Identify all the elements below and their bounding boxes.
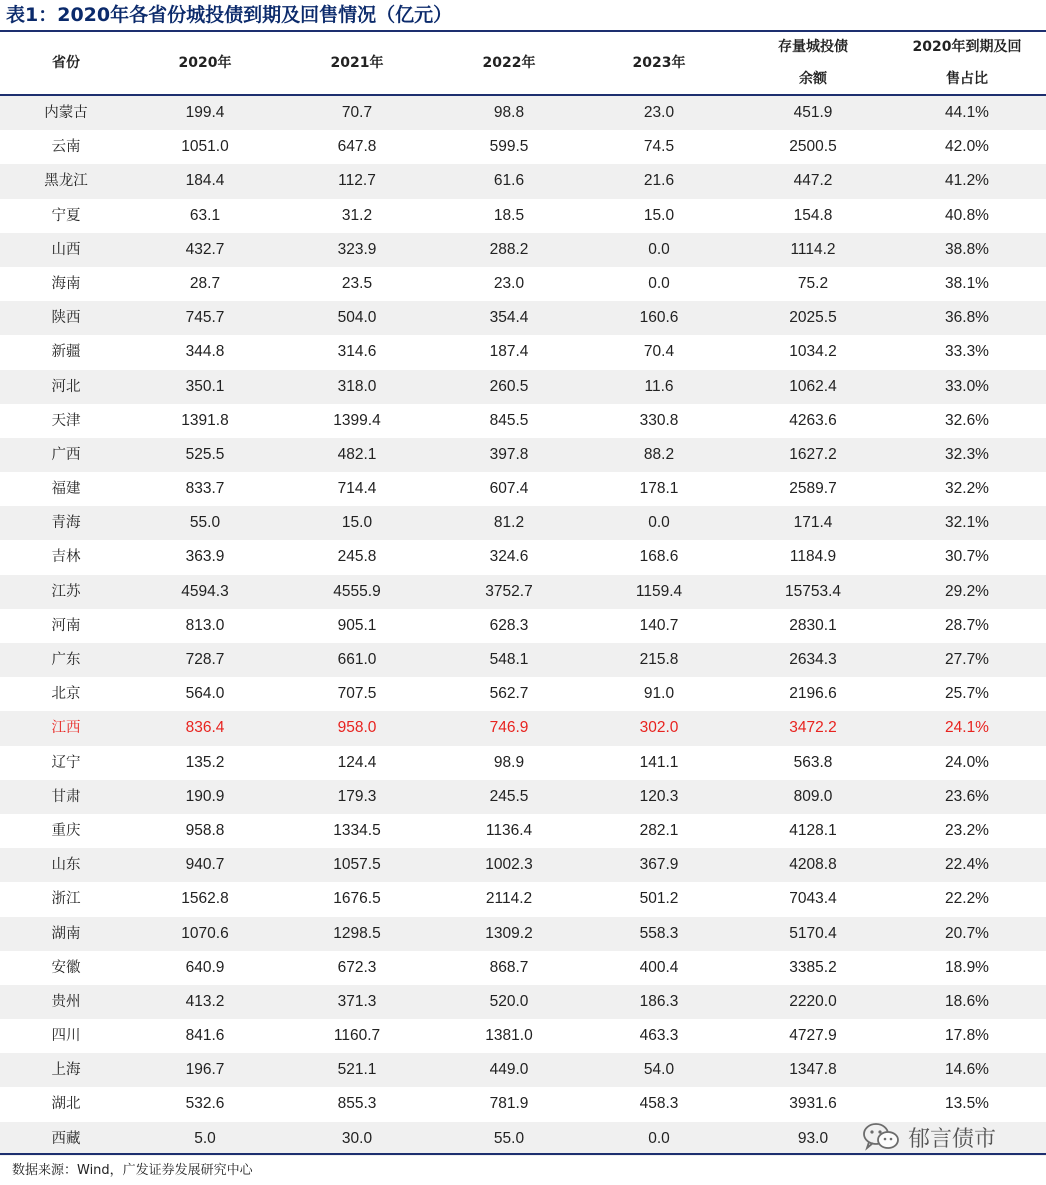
- cell-2021: 661.0: [337, 651, 377, 668]
- cell-2023: 88.2: [643, 445, 675, 463]
- source-note: 数据来源：Wind，广发证券发展研究中心: [12, 1163, 253, 1178]
- header-province: 省份: [52, 55, 80, 71]
- cell-2020: 1051.0: [181, 138, 229, 156]
- cell-2021: 1334.5: [333, 821, 381, 839]
- cell-balance: 7043.4: [789, 890, 837, 908]
- cell-2021: 714.4: [337, 480, 377, 498]
- cell-balance: 4208.8: [789, 856, 837, 874]
- cell-2023: 0.0: [648, 514, 670, 532]
- table-row: [0, 882, 1046, 916]
- cell-2023: 15.0: [643, 206, 675, 224]
- cell-2021: 371.3: [337, 992, 377, 1010]
- cell-share: 22.2%: [945, 890, 989, 908]
- cell-2020: 135.2: [185, 753, 225, 771]
- cell-2023: 400.4: [639, 958, 679, 976]
- cell-2022: 397.8: [489, 445, 529, 463]
- table-row: [0, 506, 1046, 540]
- cell-2020: 28.7: [189, 274, 221, 292]
- wechat-icon: [862, 1122, 900, 1152]
- cell-2022: 868.7: [489, 958, 529, 976]
- cell-province: 天津: [51, 412, 81, 429]
- cell-province: 内蒙古: [44, 105, 88, 121]
- cell-2020: 958.8: [185, 821, 225, 839]
- cell-province: 江苏: [51, 583, 81, 600]
- cell-2023: 74.5: [643, 138, 675, 156]
- cell-2021: 1399.4: [333, 411, 381, 429]
- cell-2022: 562.7: [489, 685, 529, 703]
- header-2023: 2023年: [632, 55, 686, 71]
- cell-2020: 350.1: [185, 377, 225, 395]
- table-row: [0, 814, 1046, 848]
- cell-share: 18.6%: [945, 992, 989, 1010]
- cell-2022: 2114.2: [485, 890, 533, 908]
- table-row: [0, 643, 1046, 677]
- cell-2022: 548.1: [489, 651, 529, 668]
- cell-province: 江西: [51, 720, 81, 737]
- cell-share: 24.0%: [945, 753, 989, 771]
- table-row: [0, 370, 1046, 404]
- cell-balance: 171.4: [793, 514, 833, 532]
- cell-province: 云南: [51, 139, 81, 156]
- bottom-rule: [0, 1153, 1046, 1155]
- table-row: [0, 917, 1046, 951]
- cell-2023: 282.1: [639, 821, 679, 839]
- cell-province: 河南: [51, 617, 81, 634]
- cell-province: 上海: [51, 1062, 81, 1079]
- cell-2022: 324.6: [489, 548, 529, 566]
- cell-2022: 18.5: [493, 206, 525, 224]
- cell-share: 36.8%: [945, 309, 989, 327]
- cell-balance: 1114.2: [790, 240, 836, 258]
- table-row: [0, 540, 1046, 574]
- cell-2021: 482.1: [337, 445, 377, 463]
- cell-2020: 1070.6: [181, 924, 229, 942]
- cell-balance: 5170.4: [789, 924, 837, 942]
- cell-share: 17.8%: [945, 1027, 989, 1045]
- cell-balance: 1034.2: [789, 343, 837, 361]
- cell-2023: 0.0: [648, 240, 670, 258]
- cell-share: 23.2%: [945, 821, 989, 839]
- cell-province: 浙江: [51, 891, 81, 908]
- table-row: [0, 199, 1046, 233]
- cell-share: 29.2%: [945, 582, 989, 600]
- cell-province: 西藏: [51, 1130, 81, 1147]
- cell-province: 吉林: [51, 549, 81, 566]
- cell-2020: 745.7: [185, 309, 225, 327]
- cell-balance: 1627.2: [789, 445, 837, 463]
- cell-balance: 2500.5: [789, 138, 837, 156]
- cell-2020: 1391.8: [181, 411, 229, 429]
- cell-share: 22.4%: [945, 856, 989, 874]
- cell-2023: 330.8: [639, 411, 679, 429]
- cell-2021: 30.0: [341, 1129, 373, 1147]
- table-row: [0, 677, 1046, 711]
- cell-2020: 940.7: [185, 856, 225, 874]
- cell-2022: 288.2: [489, 240, 529, 258]
- cell-2023: 120.3: [639, 787, 679, 805]
- cell-balance: 3385.2: [789, 958, 837, 976]
- cell-share: 18.9%: [945, 958, 989, 976]
- cell-2023: 1159.4: [635, 582, 683, 600]
- cell-province: 贵州: [51, 993, 81, 1010]
- table-row: [0, 130, 1046, 164]
- cell-2022: 781.9: [489, 1095, 529, 1113]
- cell-2022: 98.8: [493, 104, 525, 121]
- table-row: [0, 609, 1046, 643]
- table-row: [0, 267, 1046, 301]
- cell-2023: 501.2: [639, 890, 679, 908]
- cell-2020: 5.0: [194, 1129, 216, 1147]
- cell-2021: 124.4: [337, 753, 377, 771]
- cell-2023: 70.4: [643, 343, 675, 361]
- cell-2022: 98.9: [493, 753, 525, 771]
- cell-province: 新疆: [51, 344, 81, 361]
- cell-2023: 186.3: [639, 992, 679, 1010]
- cell-2023: 558.3: [639, 924, 679, 942]
- cell-province: 安徽: [51, 959, 81, 976]
- cell-province: 湖北: [51, 1096, 81, 1113]
- table-row: [0, 746, 1046, 780]
- cell-balance: 1184.9: [789, 548, 837, 566]
- header-2022: 2022年: [482, 55, 536, 71]
- cell-2023: 140.7: [639, 616, 679, 634]
- cell-2020: 413.2: [185, 992, 225, 1010]
- cell-2020: 564.0: [185, 685, 225, 703]
- cell-2022: 1136.4: [485, 821, 533, 839]
- cell-balance: 154.8: [793, 206, 833, 224]
- watermark: [862, 1120, 996, 1154]
- cell-2020: 344.8: [185, 343, 225, 361]
- cell-share: 42.0%: [945, 138, 989, 156]
- cell-2023: 0.0: [648, 274, 670, 292]
- table-header: [0, 32, 1046, 94]
- cell-2020: 184.4: [185, 172, 225, 190]
- cell-2022: 245.5: [489, 787, 529, 805]
- cell-2023: 215.8: [639, 651, 679, 668]
- cell-balance: 93.0: [797, 1129, 829, 1147]
- cell-province: 海南: [51, 275, 81, 292]
- table-row: [0, 404, 1046, 438]
- cell-province: 广西: [51, 446, 81, 463]
- cell-2023: 0.0: [648, 1129, 670, 1147]
- cell-balance: 2634.3: [789, 651, 837, 668]
- cell-2020: 525.5: [185, 445, 225, 463]
- cell-2022: 1381.0: [485, 1027, 533, 1045]
- cell-2022: 354.4: [489, 309, 529, 327]
- cell-balance: 4727.9: [789, 1027, 837, 1045]
- cell-province: 四川: [51, 1028, 81, 1045]
- cell-share: 24.1%: [945, 719, 989, 737]
- cell-2021: 504.0: [337, 309, 377, 327]
- cell-2023: 302.0: [639, 719, 679, 737]
- cell-2021: 23.5: [341, 274, 373, 292]
- table-row: [0, 848, 1046, 882]
- cell-2023: 168.6: [639, 548, 679, 566]
- cell-2022: 628.3: [489, 616, 529, 634]
- cell-province: 青海: [51, 515, 81, 532]
- cell-2023: 21.6: [643, 172, 675, 190]
- cell-share: 28.7%: [945, 616, 989, 634]
- cell-2022: 599.5: [489, 138, 529, 156]
- cell-2020: 55.0: [189, 514, 221, 532]
- cell-share: 32.3%: [945, 445, 989, 463]
- header-2021: 2021年: [330, 55, 384, 71]
- cell-balance: 15753.4: [784, 582, 842, 600]
- cell-share: 33.3%: [945, 343, 989, 361]
- cell-2020: 432.7: [185, 240, 225, 258]
- watermark-text: 郁言债市: [908, 1126, 997, 1152]
- cell-2022: 61.6: [493, 172, 525, 190]
- cell-2022: 520.0: [489, 992, 529, 1010]
- cell-share: 20.7%: [945, 924, 989, 942]
- cell-balance: 2025.5: [789, 309, 837, 327]
- cell-2021: 15.0: [341, 514, 373, 532]
- cell-balance: 75.2: [797, 274, 829, 292]
- cell-2020: 841.6: [185, 1027, 225, 1045]
- cell-share: 32.1%: [945, 514, 989, 532]
- cell-2020: 813.0: [185, 616, 225, 634]
- table-row: [0, 951, 1046, 985]
- cell-balance: 3472.2: [789, 719, 837, 737]
- cell-2023: 463.3: [639, 1027, 679, 1045]
- cell-2021: 112.7: [338, 172, 376, 190]
- cell-2022: 81.2: [493, 514, 525, 532]
- cell-2022: 1309.2: [485, 924, 533, 942]
- cell-share: 33.0%: [945, 377, 989, 395]
- header-2020: 2020年: [178, 55, 232, 71]
- cell-2021: 4555.9: [333, 582, 381, 600]
- cell-share: 23.6%: [945, 787, 989, 805]
- table-row: [0, 164, 1046, 198]
- cell-2022: 746.9: [489, 719, 529, 737]
- cell-2021: 31.2: [341, 206, 373, 224]
- cell-province: 福建: [51, 481, 81, 498]
- cell-2020: 4594.3: [181, 582, 229, 600]
- cell-2023: 458.3: [639, 1095, 679, 1113]
- cell-2021: 179.3: [337, 787, 377, 805]
- cell-2022: 845.5: [489, 411, 529, 429]
- cell-2021: 1298.5: [333, 924, 381, 942]
- cell-2020: 640.9: [185, 958, 225, 976]
- cell-2020: 196.7: [185, 1061, 225, 1079]
- table-row: [0, 335, 1046, 369]
- cell-province: 湖南: [51, 925, 81, 942]
- cell-balance: 2830.1: [789, 616, 837, 634]
- cell-2023: 160.6: [639, 309, 679, 327]
- cell-2022: 449.0: [489, 1061, 529, 1079]
- table-row: [0, 780, 1046, 814]
- cell-province: 陕西: [51, 310, 81, 327]
- cell-2021: 318.0: [337, 377, 377, 395]
- table-row: [0, 1019, 1046, 1053]
- cell-2022: 260.5: [489, 377, 529, 395]
- header-2020-share: 2020年到期及回 售占比: [912, 39, 1022, 87]
- cell-balance: 563.8: [793, 753, 833, 771]
- cell-2020: 199.4: [185, 104, 225, 121]
- cell-2022: 187.4: [489, 343, 529, 361]
- cell-2020: 63.1: [189, 206, 221, 224]
- table-row: [0, 985, 1046, 1019]
- cell-share: 27.7%: [945, 651, 989, 668]
- cell-2022: 1002.3: [485, 856, 533, 874]
- cell-share: 38.8%: [945, 240, 989, 258]
- cell-province: 河北: [51, 378, 81, 395]
- cell-2022: 607.4: [489, 480, 529, 498]
- cell-2021: 672.3: [337, 958, 377, 976]
- cell-2021: 958.0: [337, 719, 377, 737]
- cell-2021: 70.7: [341, 104, 373, 121]
- cell-2021: 1676.5: [333, 890, 381, 908]
- cell-2021: 314.6: [337, 343, 377, 361]
- table-row: [0, 711, 1046, 745]
- cell-2020: 363.9: [185, 548, 225, 566]
- cell-province: 甘肃: [51, 788, 81, 805]
- cell-2020: 833.7: [185, 480, 225, 498]
- cell-balance: 4128.1: [789, 821, 837, 839]
- cell-2021: 245.8: [337, 548, 377, 566]
- cell-balance: 447.2: [793, 172, 833, 190]
- cell-balance: 4263.6: [789, 411, 837, 429]
- cell-2021: 323.9: [337, 240, 377, 258]
- cell-province: 山西: [51, 241, 81, 258]
- cell-share: 14.6%: [945, 1061, 989, 1079]
- cell-share: 13.5%: [945, 1095, 989, 1113]
- cell-balance: 451.9: [793, 104, 833, 121]
- cell-2023: 91.0: [643, 685, 675, 703]
- cell-2021: 1057.5: [333, 856, 381, 874]
- cell-2020: 1562.8: [181, 890, 229, 908]
- cell-2020: 836.4: [185, 719, 225, 737]
- cell-province: 广东: [51, 652, 81, 668]
- cell-2023: 23.0: [643, 104, 675, 121]
- cell-province: 辽宁: [51, 754, 81, 771]
- cell-2021: 521.1: [337, 1061, 377, 1079]
- cell-2023: 367.9: [639, 856, 679, 874]
- cell-2020: 532.6: [185, 1095, 225, 1113]
- cell-share: 41.2%: [945, 172, 989, 190]
- cell-2020: 728.7: [185, 651, 225, 668]
- cell-2021: 1160.7: [333, 1027, 381, 1045]
- table-row: [0, 96, 1046, 130]
- cell-2022: 23.0: [493, 274, 525, 292]
- table-row: [0, 301, 1046, 335]
- cell-2023: 54.0: [643, 1061, 675, 1079]
- cell-2023: 178.1: [639, 480, 679, 498]
- cell-2021: 707.5: [337, 685, 377, 703]
- cell-balance: 3931.6: [789, 1095, 837, 1113]
- cell-balance: 809.0: [793, 787, 833, 805]
- cell-2023: 141.1: [639, 753, 679, 771]
- cell-balance: 1347.8: [789, 1061, 837, 1079]
- cell-2021: 855.3: [337, 1095, 377, 1113]
- table-row: [0, 472, 1046, 506]
- cell-province: 黑龙江: [44, 173, 88, 190]
- cell-share: 40.8%: [945, 206, 989, 224]
- table-row: [0, 1053, 1046, 1087]
- cell-share: 44.1%: [945, 104, 989, 121]
- cell-share: 38.1%: [945, 274, 989, 292]
- header-outstanding-balance: 存量城投债 余额: [778, 39, 848, 87]
- table-row: [0, 233, 1046, 267]
- cell-2021: 647.8: [337, 138, 377, 156]
- cell-share: 25.7%: [945, 685, 989, 703]
- cell-balance: 2220.0: [789, 992, 837, 1010]
- cell-2022: 55.0: [493, 1129, 525, 1147]
- cell-share: 32.6%: [945, 411, 989, 429]
- table-row: [0, 575, 1046, 609]
- table-body: [0, 96, 1046, 1156]
- cell-province: 北京: [51, 686, 81, 703]
- cell-balance: 1062.4: [789, 377, 837, 395]
- cell-province: 重庆: [51, 822, 81, 839]
- cell-province: 宁夏: [51, 207, 81, 224]
- cell-share: 30.7%: [945, 548, 989, 566]
- cell-2023: 11.6: [644, 377, 674, 395]
- cell-province: 山东: [51, 857, 81, 874]
- table-row: [0, 438, 1046, 472]
- cell-share: 32.2%: [945, 480, 989, 498]
- cell-2021: 905.1: [337, 616, 377, 634]
- cell-balance: 2589.7: [789, 480, 837, 498]
- cell-2020: 190.9: [185, 787, 225, 805]
- cell-balance: 2196.6: [789, 685, 837, 703]
- table-title: 表1：2020年各省份城投债到期及回售情况（亿元）: [6, 4, 453, 26]
- table-row: [0, 1087, 1046, 1121]
- cell-2022: 3752.7: [485, 582, 533, 600]
